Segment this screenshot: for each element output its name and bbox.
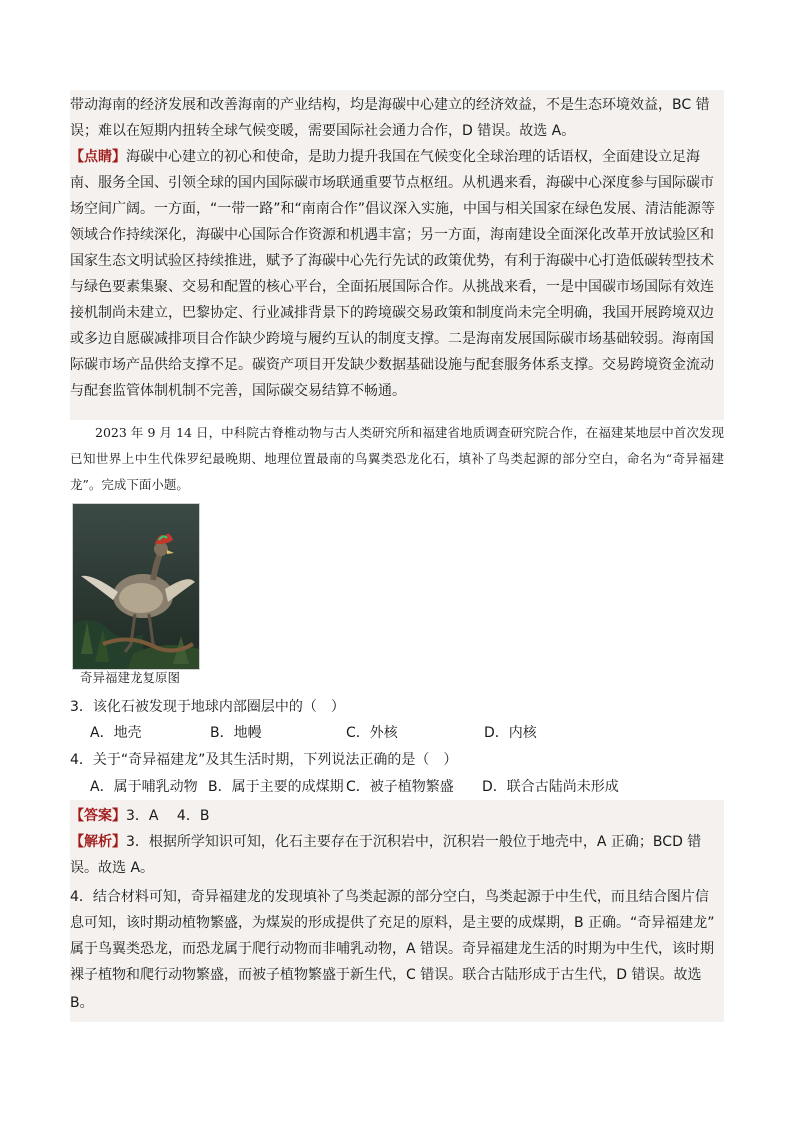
q4-option-a[interactable]: A．属于哺乳动物 [90, 779, 198, 795]
tip-text: 海碳中心建立的初心和使命，是助力提升我国在气候变化全球治理的话语权，全面建设立足海 [126, 149, 700, 165]
answer-line [70, 803, 724, 829]
analysis-line: 误。故选 A。 [70, 860, 155, 876]
analysis-line: B。 [70, 995, 94, 1011]
analysis-line: 属于鸟翼类恐龙，而恐龙属于爬行动物而非哺乳动物，A 错误。奇异福建龙生活的时期为中生代，该时期 [70, 941, 715, 957]
dinosaur-illustration [72, 503, 200, 670]
analysis-line: 息可知，该时期动植物繁盛，为煤炭的形成提供了充足的原料，是主要的成煤期，B 正确。“奇异福建龙” [70, 915, 715, 931]
figure-caption: 奇异福建龙复原图 [80, 670, 181, 685]
answer-tag: 【答案】 [70, 808, 126, 824]
tip-tag: 【点睛】 [70, 149, 126, 165]
tip-line: 场空间广阔。一方面，“一带一路”和“南南合作”倡议深入实施，中国与相关国家在绿色发展、清洁能源等 [70, 201, 716, 217]
tip-line: 接机制尚未建立，巴黎协定、行业减排背景下的跨境碳交易政策和制度尚未完全明确，我国开展跨境双边 [70, 305, 714, 321]
tip-line: 际碳市场产品供给支撑不足。碳资产项目开发缺少数据基础设施与配套服务体系支撑。交易跨境资金流动 [70, 357, 714, 373]
q4-option-d[interactable]: D．联合古陆尚未形成 [482, 779, 619, 795]
analysis-text: 3．根据所学知识可知，化石主要存在于沉积岩中，沉积岩一般位于地壳中，A 正确；BCD 错 [126, 834, 702, 850]
material-paragraph: 2023 年 9 月 14 日，中科院古脊椎动物与古人类研究所和福建省地质调查研究院合作，在福建某地层中首次发现已知世界上中生代侏罗纪最晚期、地理位置最南的鸟翼类恐龙化石，填补了鸟类起源的部分空白，命名为“奇异福建龙”。完成下面小题。 [70, 425, 724, 492]
question-3-stem: 3．该化石被发现于地球内部圈层中的（ ） [70, 699, 345, 715]
analysis-line [70, 829, 724, 855]
q3-option-b[interactable]: B．地幔 [210, 725, 262, 741]
question-4-stem: 4．关于“奇异福建龙”及其生活时期，下列说法正确的是（ ） [70, 752, 458, 768]
question-3-options [90, 723, 537, 743]
tip-line: 与绿色要素集聚、交易和配置的核心平台，全面拓展国际合作。从挑战来看，一是中国碳市场国际有效连 [70, 279, 714, 295]
q3-option-d[interactable]: D．内核 [484, 725, 537, 741]
question-4-options [90, 777, 619, 797]
q3-option-c[interactable]: C．外核 [346, 725, 398, 741]
tip-line [70, 144, 724, 170]
q4-option-c[interactable]: C．被子植物繁盛 [346, 779, 454, 795]
tip-line: 国家生态文明试验区持续推进，赋予了海碳中心先行先试的政策优势，有利于海碳中心打造低碳转型技术 [70, 253, 714, 269]
dinosaur-reconstruction-image [73, 504, 199, 669]
explanation-line: 误；难以在短期内扭转全球气候变暖，需要国际社会通力合作，D 错误。故选 A。 [70, 123, 576, 139]
analysis-line: 4．结合材料可知，奇异福建龙的发现填补了鸟类起源的部分空白，鸟类起源于中生代，而且结合图片信 [70, 889, 709, 905]
tip-line: 南、服务全国、引领全球的国内国际碳市场联通重要节点枢纽。从机遇来看，海碳中心深度参与国际碳市 [70, 175, 714, 191]
analysis-tag: 【解析】 [70, 834, 126, 850]
q4-option-b[interactable]: B．属于主要的成煤期 [208, 779, 344, 795]
tip-line: 领域合作持续深化，海碳中心国际合作资源和机遇丰富；另一方面，海南建设全面深化改革开放试验区和 [70, 227, 714, 243]
analysis-line: 裸子植物和爬行动物繁盛，而被子植物繁盛于新生代，C 错误。联合古陆形成于古生代，D 错误。故选 [70, 967, 702, 983]
tip-line: 与配套监管体制机制不完善，国际碳交易结算不畅通。 [70, 383, 406, 399]
q3-option-a[interactable]: A．地壳 [90, 725, 142, 741]
explanation-line: 带动海南的经济发展和改善海南的产业结构，均是海碳中心建立的经济效益，不是生态环境效益，BC 错 [70, 97, 710, 113]
tip-line: 或多边自愿碳减排项目合作缺少跨境与履约互认的制度支撑。二是海南发展国际碳市场基础较弱。海南国 [70, 331, 714, 347]
answer-text: 3．A 4．B [126, 808, 210, 824]
